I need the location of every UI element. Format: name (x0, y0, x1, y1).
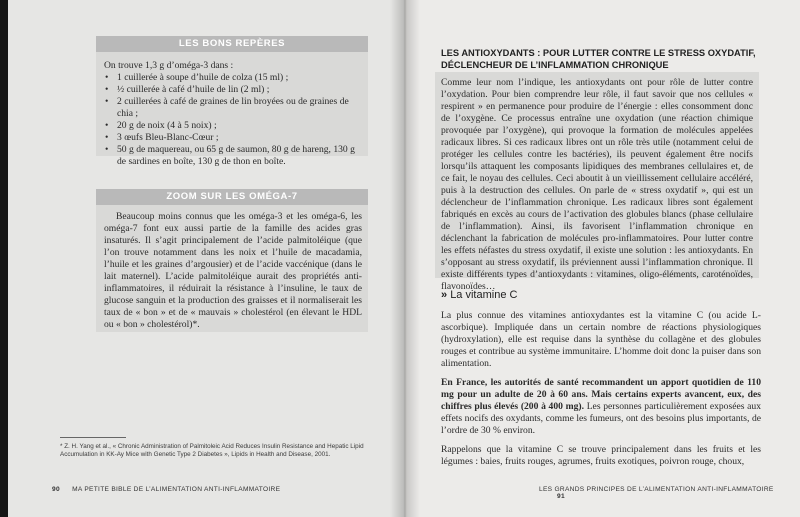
zoom-omega7-banner: ZOOM SUR LES OMÉGA-7 (96, 189, 368, 205)
right-page (405, 0, 800, 517)
vitamin-c-paragraph-1: La plus connue des vitamines antioxydantes est la vitamine C (ou acide L-ascorbique). Impliquée dans un certain nombre de réactions physiologiques (hydroxylation), elle est requise dans la synthèse du collagène et des globules rouges et contribue au système immunitaire. L’homme doit donc la puiser dans son alimentation. (441, 310, 761, 369)
vitamin-c-paragraph-3: Rappelons que la vitamine C se trouve principalement dans les fruits et les légumes : baies, fruits rouges, agrumes, fruits exotiques, poivron rouge, choux, (441, 444, 761, 467)
list-item: • 20 g de noix (4 à 5 noix) ; (104, 120, 362, 132)
bons-reperes-list (104, 72, 362, 168)
running-title-left: MA PETITE BIBLE DE L’ALIMENTATION ANTI-INFLAMMATOIRE (72, 486, 281, 493)
antioxydants-box (435, 72, 759, 292)
footnote: * Z. H. Yang et al., « Chronic Administration of Palmitoleic Acid Reduces Insulin Resistance and Hepatic Lipid Accumulation in KK-Ay Mice with Genetic Type 2 Diabetes », Lipids in Health and Disease, 2001. (60, 443, 364, 458)
section-subheading (441, 289, 517, 301)
list-item: • 1 cuillerée à soupe d’huile de colza (15 ml) ; (104, 72, 362, 84)
zoom-omega7-text: Beaucoup moins connus que les oméga-3 et les oméga-6, les oméga-7 font eux aussi partie de la famille des acides gras insaturés. Il s’agit principalement de l’acide palmitoléique (que l’on trouve notamment dans les noix et l’huile de macadamia, l’huile et les graines d’argousier) et de l’acide vaccénique (dans le lait maternel). L’acide palmitoléique aurait des propriétés anti-inflammatoires, il réduirait la résistance à l’insuline, le taux de glucose sanguin et la production des graisses et il normaliserait les taux de « bon » et de « mauvais » cholestérol (en élevant le HDL ou « bon » cholestérol)*. (104, 211, 362, 330)
book-spread (8, 0, 800, 517)
recommendation-rest: Les personnes particulièrement exposées aux effets nocifs des oxydants, comme les fumeurs, ont des besoins plus importants, de l’ordre de 30 % environ. (441, 401, 761, 436)
footnote-rule (60, 437, 126, 438)
recommendation-bold: En France, les autorités de santé recommandent un apport quotidien de 110 mg pour un adulte de 20 à 60 ans. Mais certains experts avancent, eux, des chiffres plus élevés (200 à 400 mg). (441, 377, 761, 412)
zoom-omega7-box (96, 205, 368, 332)
list-item: • ½ cuillerée à café d’huile de lin (2 ml) ; (104, 84, 362, 96)
page-number-right: 91 (557, 493, 565, 500)
running-title-right: LES GRANDS PRINCIPES DE L’ALIMENTATION ANTI-INFLAMMATOIRE (539, 486, 774, 493)
subheading-marker: » (441, 289, 448, 301)
vitamin-c-paragraph-2 (441, 377, 761, 437)
left-page (8, 0, 405, 517)
antioxydants-heading: LES ANTIOXYDANTS : POUR LUTTER CONTRE LE STRESS OXYDATIF, DÉCLENCHEUR DE L’INFLAMMATION CHRONIQUE (441, 48, 756, 70)
subheading-text: La vitamine C (450, 289, 518, 301)
bons-reperes-box (96, 52, 368, 167)
bons-reperes-intro: On trouve 1,3 g d’oméga-3 dans : (104, 60, 234, 71)
list-item: • 2 cuillerées à café de graines de lin broyées ou de graines de chia ; (104, 96, 362, 120)
bons-reperes-banner: LES BONS REPÈRES (96, 36, 368, 52)
right-footer (539, 486, 800, 500)
page-number-left: 90 (52, 486, 60, 493)
list-item: • 50 g de maquereau, ou 65 g de saumon, 80 g de hareng, 130 g de sardines en boîte, 130 g de thon en boîte. (104, 144, 362, 168)
list-item: • 3 œufs Bleu-Blanc-Cœur ; (104, 132, 362, 144)
left-footer (52, 486, 280, 493)
antioxydants-text: Comme leur nom l’indique, les antioxydants ont pour rôle de lutter contre l’oxydation. Pour bien comprendre leur rôle, il faut savoir que nos cellules « respirent » en permanence pour produire de l’énergie : elles consomment donc de l’oxygène. Ce processus entraîne une oxydation (une réaction chimique provoquée par l’oxygène), qui provoque la formation de molécules appelées radicaux libres. Si ces radicaux libres ont un rôle très utile (notamment celui de protéger les cellules contre les bactéries), ils peuvent également être nocifs lorsqu’ils attaquent les composants lipidiques des membranes cellulaires et, de ce fait, le noyau des cellules. Ceci aboutit à un vieillissement cellulaire accéléré, puis à la destruction des cellules. On parle de « stress oxydatif », qui est un déclencheur de l’inflammation chronique. Les radicaux libres sont également fabriqués en excès au cours de l’activation des globules blancs (phase cellulaire de l’inflammation). Ainsi, ils favorisent l’inflammation chronique en déclenchant la fabrication de molécules pro-inflammatoires. Pour lutter contre les effets néfastes du stress oxydatif, il existe une solution : les antioxydants. En s’opposant au stress oxydatif, ils préviennent aussi l’inflammation chronique. Il existe différents types d’antioxydants : vitamines, oligo-éléments, caroténoïdes, flavonoïdes… (441, 77, 753, 292)
